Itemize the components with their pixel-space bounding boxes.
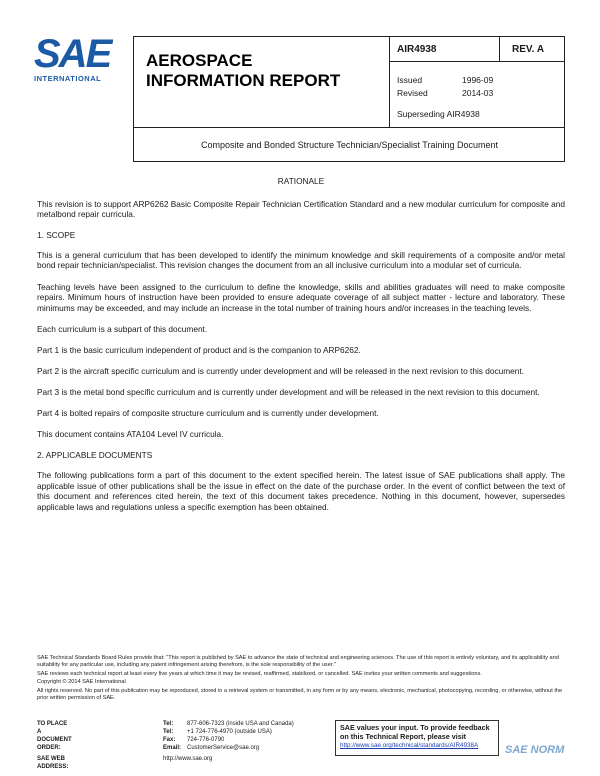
email-label: Email: xyxy=(163,745,182,751)
logo-subtitle: INTERNATIONAL xyxy=(34,74,102,83)
feedback-line-1: SAE values your input. To provide feedback xyxy=(340,723,490,732)
header-divider-top xyxy=(389,61,565,62)
footer-copyright: Copyright © 2014 SAE International xyxy=(37,679,126,685)
feedback-box xyxy=(335,720,499,756)
issued-date: 1996-09 xyxy=(462,75,494,85)
footer-rules-text: SAE Technical Standards Board Rules provide that: "This report is published by SAE to advance the state of technical and engineering sciences. The use of this report is entirely voluntary, and its applicability and suitability for any particular use, including any patent infringement arising therefrom, is the sole responsibility of the user." xyxy=(37,655,559,668)
revised-label: Revised xyxy=(397,88,428,98)
tel-value: 877-606-7323 (inside USA and Canada) xyxy=(187,721,294,727)
report-title-line2: INFORMATION REPORT xyxy=(146,71,341,90)
report-type-title xyxy=(146,51,376,91)
scope-paragraph: Teaching levels have been assigned to the curriculum to define the knowledge, skills and abilities graduates will need to make composite repairs. Minimum hours of instruction have been provided to ensure adequate coverage of all subject matter - lecture and laboratory. These minimums may be exceeded, and may include an increase in the total number of training hours and/or increases in the teaching levels. xyxy=(37,281,565,313)
footer-review-text: SAE reviews each technical report at least every five years at which time it may be revised, reaffirmed, stabilized, or cancelled. SAE invites your written comments and suggestions. xyxy=(37,670,482,677)
issued-label: Issued xyxy=(397,75,423,85)
email-value[interactable]: CustomerService@sae.org xyxy=(187,745,260,751)
scope-paragraph: This is a general curriculum that has been developed to identify the minimum knowledge and skill requirements of a composite and/or metal bond repair technician/specialist. This revision changes the document from an all inclusive curriculum into a modular set of curricula. xyxy=(37,249,565,271)
rationale-text: This revision is to support ARP6262 Basic Composite Repair Technician Certification Standard and a new modular curriculum for composite and metalbond repair curricula. xyxy=(37,198,565,220)
scope-paragraph: Part 2 is the aircraft specific curriculum and is currently under development and will be released in the next revision to this document. xyxy=(37,366,524,377)
web-address-link[interactable]: http://www.sae.org xyxy=(163,756,213,762)
revised-date: 2014-03 xyxy=(462,88,494,98)
header-divider-bottom xyxy=(134,127,565,128)
tel-label: Tel: xyxy=(163,721,174,727)
footer-legal xyxy=(37,655,565,703)
revision-label: REV. A xyxy=(512,44,545,55)
tel2-label: Tel: xyxy=(163,729,174,735)
scope-paragraph: Part 4 is bolted repairs of composite structure curriculum and is currently under development. xyxy=(37,408,379,419)
feedback-link[interactable]: http://www.sae.org/technical/standards/AIR4938A xyxy=(340,742,479,749)
report-title-line1: AEROSPACE xyxy=(146,51,253,70)
fax-label: Fax: xyxy=(163,737,176,743)
rationale-heading: RATIONALE xyxy=(277,176,325,186)
document-title: Composite and Bonded Structure Technician/Specialist Training Document xyxy=(201,140,498,150)
header-divider-rev xyxy=(499,37,500,61)
scope-heading: 1. SCOPE xyxy=(37,230,76,241)
scope-paragraph: Part 3 is the metal bond specific curriculum and is currently under development and will be released in the next revision to this document. xyxy=(37,387,540,398)
web-address-label: SAE WEB ADDRESS: xyxy=(37,756,69,770)
applicable-documents-heading: 2. APPLICABLE DOCUMENTS xyxy=(37,450,153,461)
scope-paragraph: This document contains ATA104 Level IV curricula. xyxy=(37,429,224,440)
fax-value: 724-776-0790 xyxy=(187,737,225,743)
header-divider-vertical xyxy=(389,37,390,127)
feedback-line-2: on this Technical Report, please visit xyxy=(340,732,467,741)
document-body xyxy=(37,176,565,523)
watermark-logo: SAE NORM xyxy=(505,744,565,756)
tel2-value: +1 724-776-4970 (outside USA) xyxy=(187,729,272,735)
applicable-documents-paragraph: The following publications form a part of this document to the extent specified herein. The latest issue of SAE publications shall apply. The applicable issue of other publications shall be the issue in effect on the date of the purchase order. In the event of conflict between the text of this document and references cited herein, the text of this document takes precedence. Nothing in this document, however, supersedes applicable laws and regulations unless a specific exemption has been obtained. xyxy=(37,470,565,512)
document-number: AIR4938 xyxy=(397,44,437,55)
logo-mark: SAE xyxy=(34,32,111,76)
superseding-note: Superseding AIR4938 xyxy=(397,109,480,119)
footer-rights-text: All rights reserved. No part of this publication may be reproduced, stored in a retrieval system or transmitted, in any form or by any means, electronic, mechanical, photocopying, recording, or otherwise, without the prior written permission of SAE. xyxy=(37,687,563,701)
document-header xyxy=(133,36,565,162)
scope-paragraph: Part 1 is the basic curriculum independent of product and is the companion to ARP6262. xyxy=(37,344,361,355)
order-label: TO PLACE A DOCUMENT ORDER: xyxy=(37,721,72,751)
sae-logo xyxy=(34,32,114,86)
scope-paragraph: Each curriculum is a subpart of this document. xyxy=(37,323,208,334)
